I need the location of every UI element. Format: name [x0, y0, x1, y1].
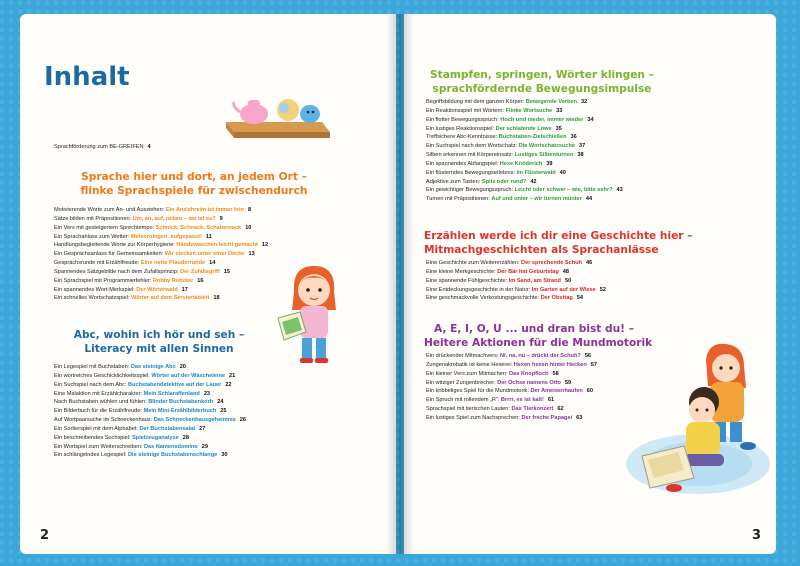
- toc-entry[interactable]: Ein spannendes Abfangspiel: Hexe Knöderich 39: [426, 160, 553, 167]
- toc-entry[interactable]: Ein Sortierspiel mit dem Alphabet: Der Buchstabensalat 27: [54, 425, 206, 432]
- toc-entry[interactable]: Motivierende Worte zum An- und Ausziehen: Ein Anziehreim ist immer fein 8: [54, 207, 252, 213]
- section-heading-4: [424, 229, 693, 257]
- toc-entry[interactable]: Ein Legespiel mit Buchstaben: Das steinige Abc 20: [54, 364, 186, 370]
- toc-entry[interactable]: Ein gewichtiger Bewegungsspruch: Leicht oder schwer – wie, bitte sehr? 43: [426, 187, 623, 194]
- toc-entry[interactable]: Ein Bilderbuch für die Erzählfreude: Mein Mini-Erzählbilderbuch 25: [54, 408, 227, 415]
- toc-entry[interactable]: Ein Wortspiel zum Weiterschreiben: Das Namensdomino 29: [54, 443, 208, 450]
- toc-entry[interactable]: Ein Suchspiel nach dem Wortschatz: Die Wortschatzsuche 37: [426, 143, 586, 150]
- section-heading-2-line1: Abc, wohin ich hör und seh –: [73, 329, 245, 341]
- toc-entry[interactable]: Ein Vers mit gesteigertem Sprechtempo: Schnick, Schnack, Schabernack 10: [54, 224, 252, 231]
- toc-entry[interactable]: Ein kleiner Vers zum Mitmachen: Das Knopfloch 58: [426, 370, 559, 377]
- toc-entry[interactable]: Ein Suchspiel nach dem Abc: Buchstabendetektive auf der Lauer 22: [54, 381, 232, 388]
- section-heading-5-line2: Heitere Aktionen für die Mundmotorik: [424, 337, 653, 349]
- toc-entry[interactable]: Eine spannende Fühlgeschichte: Im Sand, am Strand 50: [426, 277, 572, 284]
- intro-page: 4: [147, 144, 151, 150]
- toc-entry[interactable]: Ein witziger Zungenbrecher: Der Ochse namens Otto 59: [426, 379, 572, 386]
- section-heading-1-line1: Sprache hier und dort, an jedem Ort –: [81, 171, 307, 183]
- toc-entry[interactable]: Ein beschreibendes Suchspiel: Spielzeuganalyse 28: [54, 434, 189, 441]
- toc-entry[interactable]: Ein wortreiches Geschicklichkeitsspiel: Wörter auf der Wäscheleine 21: [54, 372, 236, 379]
- toc-entry[interactable]: Ein drückender Mitmachvers: Ni, na, nu – drückt der Schuh? 56: [426, 353, 592, 359]
- toc-entry[interactable]: Eine geschmackvolle Verkostungsgeschichte: Der Obsttag 54: [426, 295, 583, 302]
- toc-entry[interactable]: Eine Malaktion mit Erzählcharakter: Mein Schlaraffenland 23: [54, 390, 211, 397]
- section-4-list: [426, 259, 606, 303]
- book-gutter: [386, 14, 414, 554]
- toc-entry[interactable]: Ein spannendes Wort-Merkspiel: Der Wörterwald 17: [54, 286, 188, 293]
- toc-entry[interactable]: Ein Spruch mit rollendem „R“: Brrrr, es ist kalt! 61: [426, 397, 555, 404]
- toc-entry[interactable]: Handlungsbegleitende Worte zur Körperhygiene: Händewaschen leicht gemacht 12: [54, 242, 269, 249]
- children-reading-illustration: [622, 338, 772, 500]
- toc-entry[interactable]: Ein kribbeliges Spiel für die Mundmotorik: Der Ameisenhaufen 60: [426, 388, 594, 395]
- toc-entry[interactable]: Silben erkennen mit Körpereinsatz: Lustiges Silbenturnen 38: [426, 152, 584, 159]
- toc-entry[interactable]: Eine Geschichte zum Weitererzählen: Der sprechende Schuh 46: [426, 260, 593, 266]
- toc-entry[interactable]: Ein schlängelndes Legespiel: Die steinige Buchstabenschlange 30: [54, 452, 228, 459]
- page-number-left: 2: [40, 528, 50, 543]
- girl-reading-illustration: [272, 262, 352, 366]
- toc-entry[interactable]: Gesprächsrunde mit Erzählfreude: Eine nette Plauderrunde 14: [54, 260, 216, 267]
- toc-entry[interactable]: Ein Gesprächsanlass für Gemeinsamkeiten: Wir stecken unter einer Decke 13: [54, 251, 255, 258]
- section-heading-3-line2: sprachfördernde Bewegungsimpulse: [432, 83, 652, 95]
- toc-entry[interactable]: Sätze bilden mit Präpositionen: Um, an, auf, neben – wo ist es? 9: [54, 215, 223, 222]
- toc-entry[interactable]: Zungenakrobatik ist keine Hexerei: Hexen hexen hinter Hecken 57: [426, 361, 597, 368]
- toc-entry[interactable]: Ein lustiges Reaktionsspiel: Der schlafende Löwe 35: [426, 125, 562, 132]
- section-heading-4-line1: Erzählen werde ich dir eine Geschichte hier –: [424, 230, 693, 242]
- intro-entry: [54, 143, 151, 152]
- toc-entry[interactable]: Sprachspiel mit tierischen Lauten: Das Tierkonzert 62: [426, 406, 564, 413]
- section-5-list: [426, 352, 597, 423]
- section-heading-4-line2: Mitmachgeschichten als Sprachanlässe: [424, 244, 659, 256]
- section-heading-2-line2: Literacy mit allen Sinnen: [84, 343, 234, 355]
- toc-entry[interactable]: Ein schnelles Wortschatzspiel: Wörter auf dem Serviertablett 18: [54, 295, 220, 302]
- tray-illustration: [222, 92, 334, 140]
- section-3-list: [426, 98, 623, 204]
- toc-entry[interactable]: Ein Reaktionsspiel mit Wörtern: Flinke Wortsuche 33: [426, 107, 563, 114]
- toc-entry[interactable]: Adjektive zum Tasten: Spitz oder rund? 42: [426, 178, 537, 185]
- intro-text: Sprachförderung zum BE-GREIFEN: [54, 144, 144, 150]
- section-2-list: [54, 363, 246, 460]
- toc-entry[interactable]: Eine kleine Merkgeschichte: Der Bär hat Geburtstag 48: [426, 268, 569, 275]
- page-number-right: 3: [752, 528, 762, 543]
- toc-entry[interactable]: Spannendes Satzgebilde nach dem Zufallsprinzip: Der Zufallsgriff 15: [54, 268, 230, 275]
- toc-entry[interactable]: Nach Buchstaben wühlen und fühlen: Blinder Buchstabenkorb 24: [54, 399, 224, 406]
- section-heading-3-line1: Stampfen, springen, Wörter klingen –: [430, 69, 654, 81]
- page-title: Inhalt: [44, 62, 130, 92]
- section-heading-1-line2: flinke Sprachspiele für zwischendurch: [80, 185, 308, 197]
- toc-entry[interactable]: Eine Entdeckungsgeschichte in der Natur: Im Garten auf der Wiese 52: [426, 286, 606, 293]
- toc-entry[interactable]: Treffsichere Abc-Kenntnisse: Buchstaben-Zielschießen 36: [426, 134, 577, 141]
- toc-entry[interactable]: Ein flüsterndes Bewegungserlebnis: Im Flüsterwald 40: [426, 169, 566, 176]
- section-heading-2: [44, 328, 274, 356]
- section-1-list: [54, 206, 268, 303]
- section-heading-5-line1: A, E, I, O, U ... und dran bist du! –: [433, 323, 634, 335]
- toc-entry[interactable]: Ein Sprachspiel mit Programmierfehler: Robby Roboter 16: [54, 277, 204, 284]
- toc-entry[interactable]: Ein flotter Bewegungsspruch: Hoch und nieder, immer wieder 34: [426, 116, 594, 123]
- section-heading-1: [44, 170, 344, 198]
- toc-entry[interactable]: Begriffsbildung mit dem ganzen Körper: Bewegende Verben 32: [426, 99, 588, 105]
- toc-entry[interactable]: Auf Wortpaarsuche im Schneckenhaus: Das Schneckenhausgeheimnis 26: [54, 417, 247, 424]
- toc-entry[interactable]: Ein lustiges Spiel zum Nachsprechen: Der freche Papagei 63: [426, 414, 583, 421]
- toc-entry[interactable]: Ein Sprachanlass zum Wetter: Meteorologen, aufgepasst! 11: [54, 233, 212, 240]
- section-heading-5: [424, 322, 653, 350]
- section-heading-3: [424, 68, 660, 96]
- toc-entry[interactable]: Turnen mit Präpositionen: Auf und unter – wir turnen munter 44: [426, 196, 593, 203]
